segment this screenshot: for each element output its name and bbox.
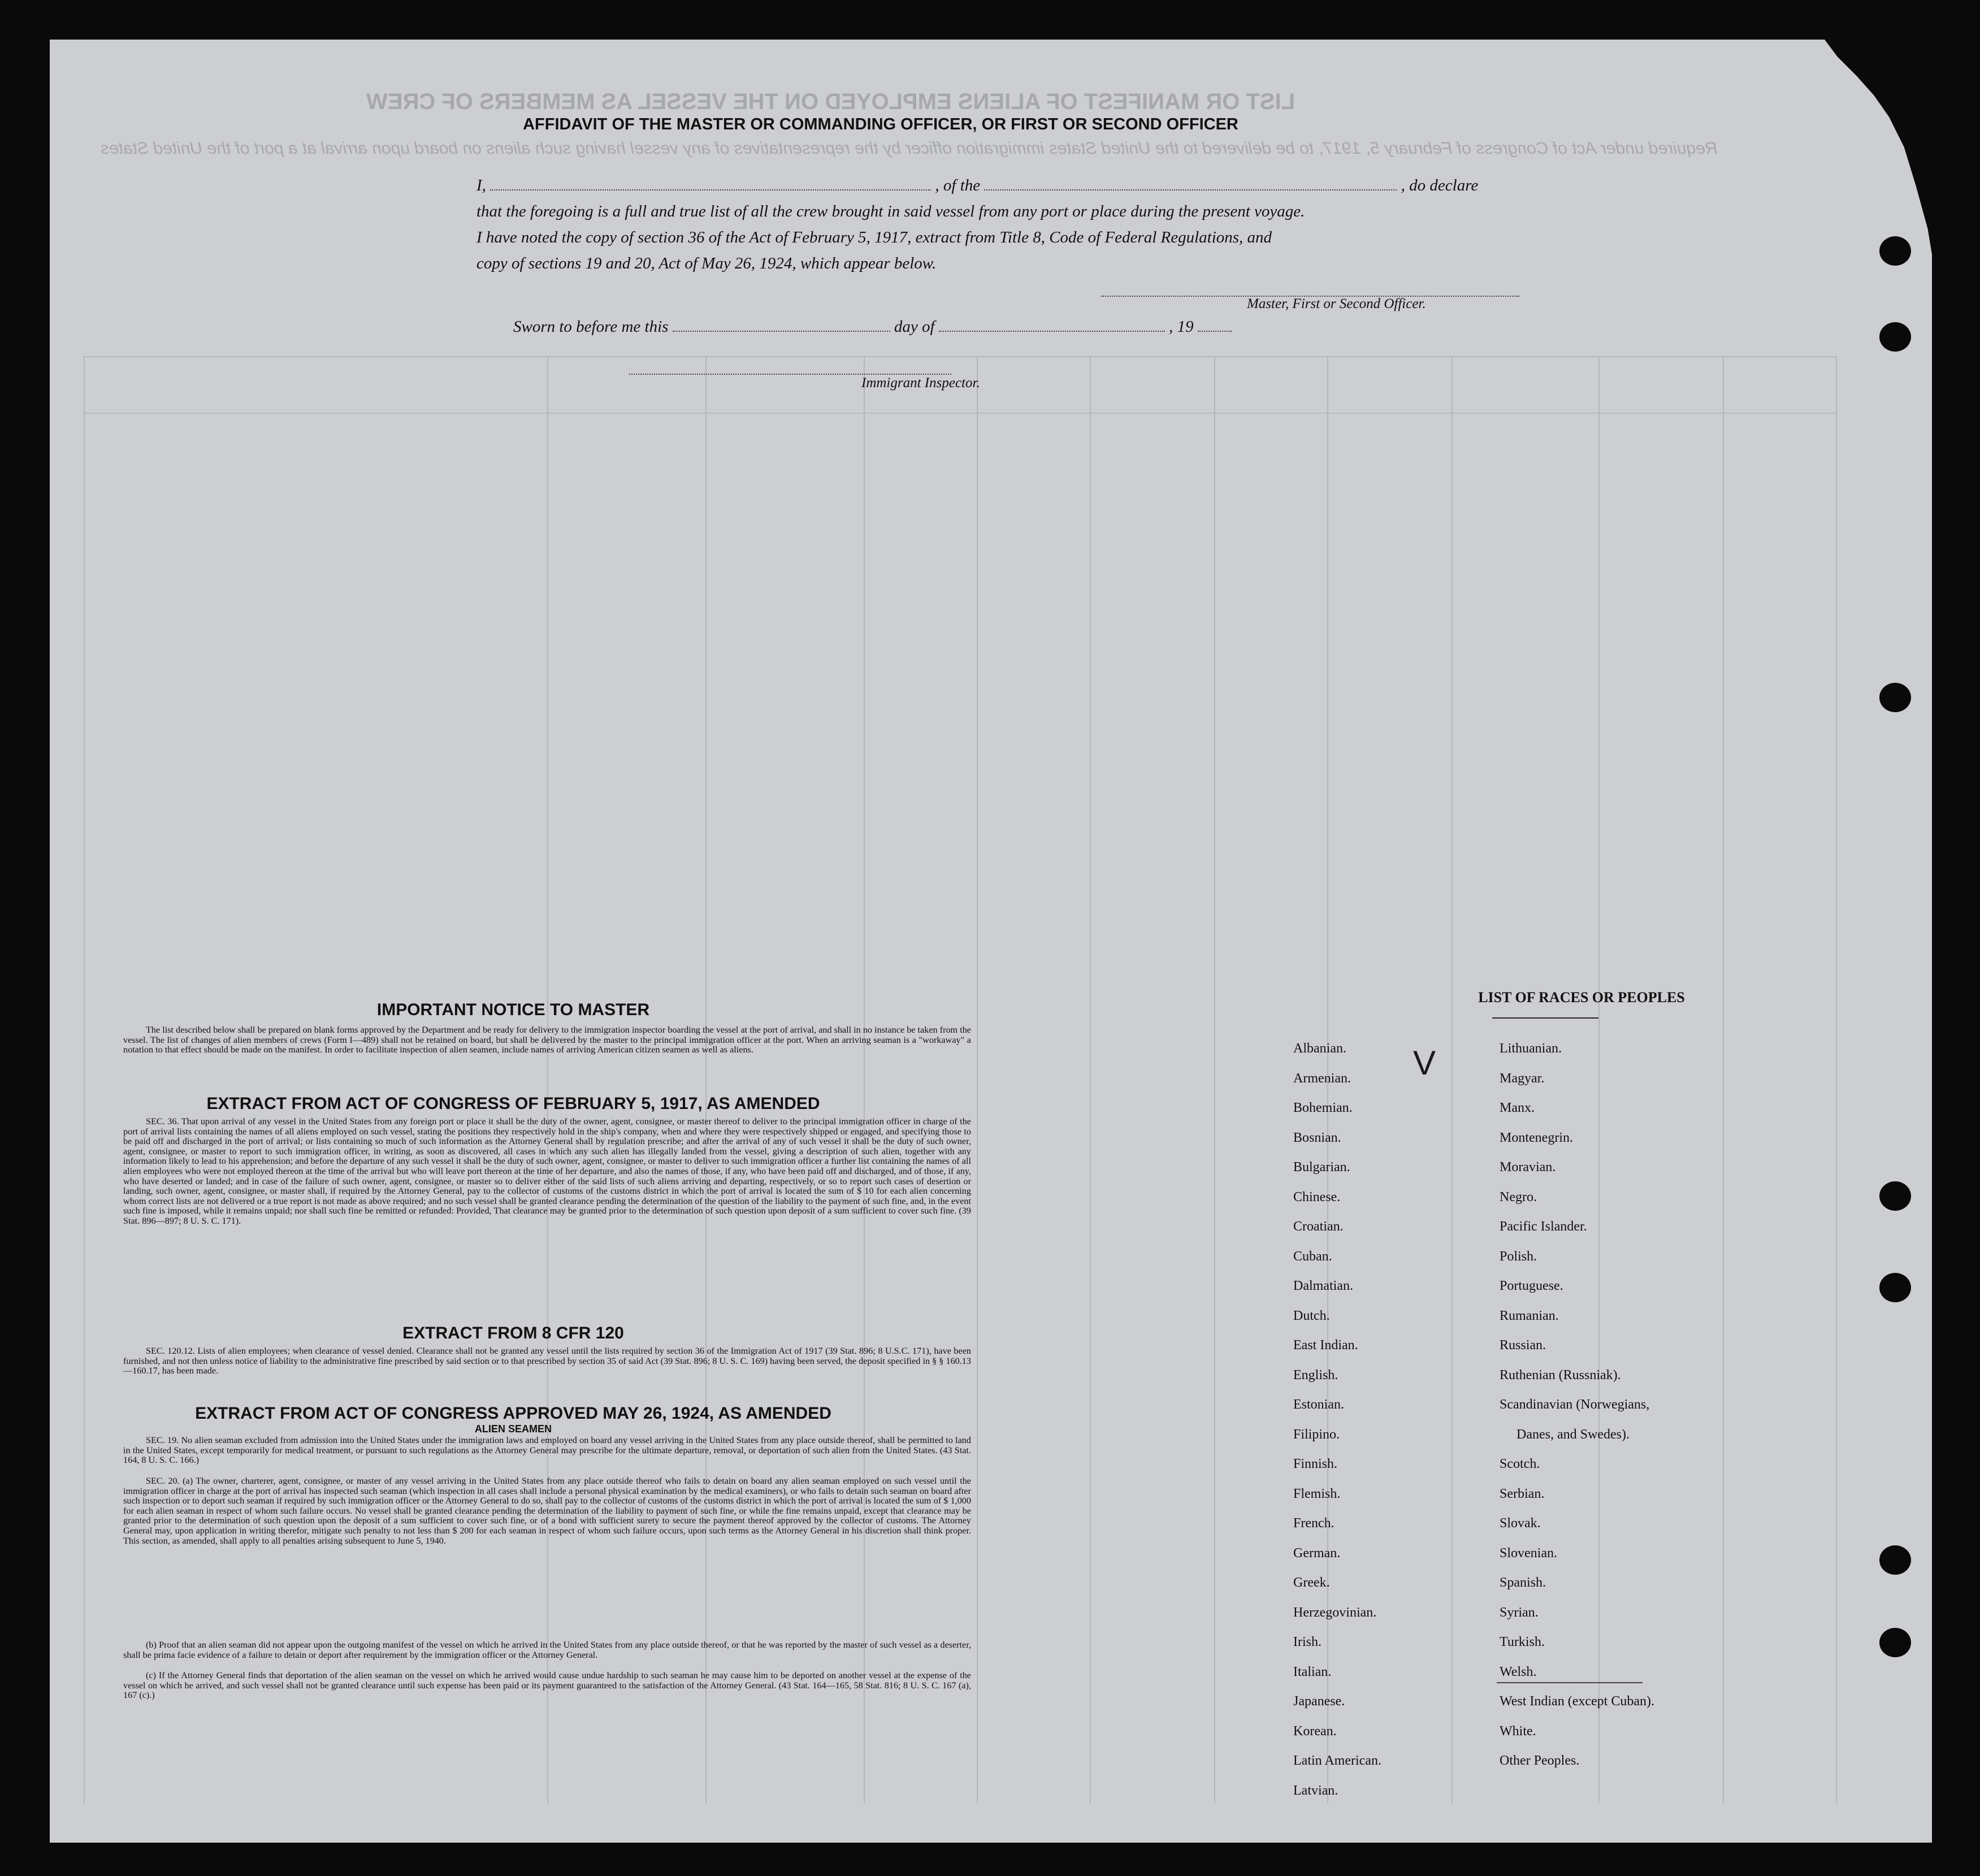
race-item: German. xyxy=(1293,1545,1341,1561)
sworn-line xyxy=(513,318,1232,336)
vessel-name-blank[interactable] xyxy=(984,189,1397,190)
race-item: Rumanian. xyxy=(1500,1308,1559,1323)
race-item: Cuban. xyxy=(1293,1249,1332,1264)
race-item: Scandinavian (Norwegians, xyxy=(1500,1397,1650,1412)
affidavit-of-the-label: , of the xyxy=(935,176,981,194)
race-item: Bulgarian. xyxy=(1293,1160,1350,1175)
handwritten-checkmark: V xyxy=(1413,1044,1436,1082)
day-of-label: day of xyxy=(894,318,935,336)
affidavit-line-2: that the foregoing is a full and true list of all the crew brought in said vessel from any port or place during the present voyage. xyxy=(476,202,1305,220)
officer-signature-label: Master, First or Second Officer. xyxy=(1247,296,1426,311)
race-item: Italian. xyxy=(1293,1664,1332,1679)
punch-hole xyxy=(1879,322,1911,352)
race-item: Lithuanian. xyxy=(1500,1041,1562,1056)
punch-hole xyxy=(1879,1545,1911,1575)
race-item: Dutch. xyxy=(1293,1308,1330,1323)
extract-cfr-title: EXTRACT FROM 8 CFR 120 xyxy=(402,1324,624,1342)
extract-1924-sec20c: (c) If the Attorney General finds that deportation of the alien seaman on the vessel on which he arrived would cause undue hardship to such seaman he may cause him to be deported on another vessel at the expense of the vessel on which he arrived, and such vessel shall not be granted clearance until such expense has been paid or its payment guaranteed to the satisfaction of the Attorney General. (43 Stat. 164—165, 58 Stat. 816; 8 U. S. C. 167 (a), 167 (c).) xyxy=(123,1670,971,1701)
extract-1924-subtitle: ALIEN SEAMEN xyxy=(474,1423,552,1435)
extract-1924-sec20b: (b) Proof that an alien seaman did not appear upon the outgoing manifest of the vessel on which he arrived in the United States from any place outside thereof, or that he was reported by the master of such vessel as a deserter, shall be prima facie evidence of a failure to detain or deport after requirement by the immigration officer or the Attorney General. xyxy=(123,1640,971,1660)
extract-1924-sec20a: SEC. 20. (a) The owner, charterer, agent, consignee, or master of any vessel arriving in the United States from any place outside thereof who fails to detain on board any alien seaman employed on such vessel until the immigration officer in charge at the port of arrival has inspected such seaman (which inspection in all cases shall include a personal physical examination by the medical examiners), or who fails to detain such seaman on board after such inspection or to deport such seaman if required by such immigration officer or the Attorney General to do so, shall pay to the collector of customs of the customs district in which the port of arrival is located the sum of $ 1,000 for each alien seaman in respect of whom such failure occurs. No vessel shall be granted clearance pending the determination of the liability to payment of such fine, or while the fine remains unpaid, except that clearance may be granted prior to the determination of such question upon the deposit of a sum sufficient to cover such fine, or of a bond with sufficient surety to secure the payment thereof approved by the collector of customs. The Attorney General may, upon application in writing therefor, mitigate such penalty to not less than $ 200 for each seaman in respect of whom such failure occurs, upon such terms as the Attorney General in his discretion shall think proper. This section, as amended, shall apply to all penalties arising subsequent to June 5, 1940. xyxy=(123,1476,971,1546)
race-item: Scotch. xyxy=(1500,1457,1540,1471)
affidavit-line-3: I have noted the copy of section 36 of the Act of February 5, 1917, extract from Title 8, Code of Federal Regulations, and xyxy=(476,228,1272,246)
affidavit-i-label: I, xyxy=(476,176,486,194)
race-item: Herzegovinian. xyxy=(1293,1605,1377,1620)
race-item: Montenegrin. xyxy=(1500,1130,1573,1145)
race-item: Chinese. xyxy=(1293,1189,1341,1205)
race-item: Latin American. xyxy=(1293,1753,1381,1768)
extract-cfr-text: SEC. 120.12. Lists of alien employees; when clearance of vessel denied. Clearance shall not be granted any vessel until the lists required by section 36 of the Immigration Act of 1917 (39 Stat. 896; 8 U.S.C. 171), have been furnished, and not then unless notice of liability to the administrative fine prescribed by said section or to that prescribed by section 35 of said Act (39 Stat. 896; 8 U. S. C. 169) having been served, the deposit specified in § § 160.13—160.17, has been made. xyxy=(123,1346,971,1376)
race-item: Turkish. xyxy=(1500,1635,1545,1649)
extract-1917-sec36: SEC. 36. That upon arrival of any vessel in the United States from any foreign port or place it shall be the duty of the owner, agent, consignee, or master thereof to deliver to the principal immigration officer in charge of the port of arrival lists containing the names of all aliens employed on such vessel, stating the positions they respectively hold in the ship's company, when and where they were respectively shipped or engaged, and specifying those to be paid off and discharged in the port of arrival; or lists containing so much of such information as the Attorney General shall by regulation prescribe; and after the arrival of any of such vessel it shall be the duty of such owner, agent, consignee, or master to report to such immigration officer, in writing, as soon as discovered, all cases in which any such alien has illegally landed from the vessel, giving a description of such alien, together with any information likely to lead to his apprehension; and before the departure of any such vessel it shall be the duty of such owner, agent, consignee, or master to deliver to such immigration officer a further list containing the names of all alien employees who were not employed thereon at the time of the arrival but who will leave port thereon at the time of her departure, and also the names of those, if any, who have been paid off and discharged, and of those, if any, who have deserted or landed; and in case of the failure of such owner, agent, consignee, or master so to deliver either of the said lists of such aliens arriving and departing, respectively, or so to report such cases of desertion or landing, such owner, agent, consignee, or master shall, if required by the Attorney General, pay to the collector of customs of the customs district in which the port of arrival is located the sum of $ 10 for each alien concerning whom correct lists are not delivered or a true report is not made as above required; and no such vessel shall be granted clearance pending the determination of the question of the liability to the payment of such fine, and, in the event such fine is imposed, while it remains unpaid; nor shall such fine be remitted or refunded: Provided, That clearance may be granted prior to the determination of such question upon deposit of a sum sufficient to cover such fine. (39 Stat. 896—897; 8 U. S. C. 171). xyxy=(123,1116,971,1226)
race-item: Korean. xyxy=(1293,1723,1337,1739)
punch-hole xyxy=(1879,236,1911,266)
race-item: Serbian. xyxy=(1500,1486,1545,1501)
bleed-through-subheading: Required under Act of Congress of February 5, 1917, to be delivered to the United States immigration officer by the representatives of any vessel having such aliens on board upon arrival at a port of the United States xyxy=(101,139,1718,158)
race-item: Slovak. xyxy=(1500,1516,1541,1531)
race-item: Pacific Islander. xyxy=(1500,1219,1587,1234)
race-item: Armenian. xyxy=(1293,1071,1351,1086)
master-name-blank[interactable] xyxy=(490,189,931,190)
extract-1924-title: EXTRACT FROM ACT OF CONGRESS APPROVED MAY 26, 1924, AS AMENDED xyxy=(195,1404,831,1423)
manifest-sheet xyxy=(50,40,1932,1843)
race-item: Syrian. xyxy=(1500,1605,1539,1620)
race-item: Slovenian. xyxy=(1500,1545,1557,1561)
race-item: Polish. xyxy=(1500,1249,1537,1264)
sworn-day-blank[interactable] xyxy=(673,330,890,332)
bleed-through-heading: LIST OR MANIFEST OF ALIENS EMPLOYED ON THE VESSEL AS MEMBERS OF CREW xyxy=(366,89,1296,114)
notice-title: IMPORTANT NOTICE TO MASTER xyxy=(376,1000,650,1019)
year-label: , 19 xyxy=(1169,318,1194,336)
punch-hole xyxy=(1879,1273,1911,1302)
race-item: Japanese. xyxy=(1293,1694,1345,1709)
race-item: Dalmatian. xyxy=(1293,1279,1353,1293)
race-item: Bohemian. xyxy=(1293,1101,1353,1115)
race-item: Welsh. xyxy=(1500,1664,1537,1679)
race-item: Other Peoples. xyxy=(1500,1753,1580,1768)
race-item: Filipino. xyxy=(1293,1427,1340,1442)
extract-1917-title: EXTRACT FROM ACT OF CONGRESS OF FEBRUARY 5, 1917, AS AMENDED xyxy=(206,1094,820,1113)
race-item: Negro. xyxy=(1500,1189,1537,1205)
race-item: Irish. xyxy=(1293,1635,1322,1649)
race-item: Estonian. xyxy=(1293,1397,1344,1412)
race-item: White. xyxy=(1500,1723,1536,1739)
race-item: Flemish. xyxy=(1293,1486,1341,1501)
race-item: Moravian. xyxy=(1500,1160,1556,1175)
race-item: Croatian. xyxy=(1293,1219,1344,1234)
race-item: Russian. xyxy=(1500,1338,1546,1353)
torn-corner xyxy=(1825,40,1932,254)
affidavit-title: AFFIDAVIT OF THE MASTER OR COMMANDING OFFICER, OR FIRST OR SECOND OFFICER xyxy=(523,115,1238,133)
races-title: LIST OF RACES OR PEOPLES xyxy=(1478,989,1685,1006)
sworn-month-blank[interactable] xyxy=(939,330,1165,332)
sworn-year-blank[interactable] xyxy=(1198,330,1232,332)
race-item: Ruthenian (Russniak). xyxy=(1500,1367,1621,1383)
race-item: English. xyxy=(1293,1367,1338,1383)
race-item: Portuguese. xyxy=(1500,1279,1563,1293)
affidavit-line-4: copy of sections 19 and 20, Act of May 26, 1924, which appear below. xyxy=(476,254,937,272)
race-item: Danes, and Swedes). xyxy=(1517,1427,1630,1442)
race-item: French. xyxy=(1293,1516,1335,1531)
notice-text: The list described below shall be prepared on blank forms approved by the Department and be ready for delivery to the immigration inspector boarding the vessel at the port of arrival, and shall in no instance be taken from the vessel. The list of changes of alien members of crews (Form I—489) shall not be retained on board, but shall be delivered by the master to the principal immigration officer at the port. When an arriving seaman is a "workaway" a notation to that effect should be made on the manifest. In order to facilitate inspection of alien seamen, include names of arriving American citizen seamen as well as aliens. xyxy=(123,1025,971,1055)
race-item: East Indian. xyxy=(1293,1338,1358,1353)
race-item: West Indian (except Cuban). xyxy=(1500,1694,1654,1709)
affidavit-declaration-line xyxy=(476,176,1478,195)
sworn-label: Sworn to before me this xyxy=(513,318,669,336)
race-item: Greek. xyxy=(1293,1575,1330,1590)
punch-hole xyxy=(1879,1181,1911,1211)
race-item: Finnish. xyxy=(1293,1457,1338,1471)
welsh-underline xyxy=(1497,1682,1643,1683)
punch-hole xyxy=(1879,683,1911,712)
race-item: Manx. xyxy=(1500,1101,1535,1115)
punch-hole xyxy=(1879,1628,1911,1657)
inspector-label: Immigrant Inspector. xyxy=(861,375,980,391)
race-item: Albanian. xyxy=(1293,1041,1346,1056)
inspector-signature-blank[interactable] xyxy=(629,373,951,375)
race-item: Latvian. xyxy=(1293,1783,1338,1798)
extract-1924-sec19: SEC. 19. No alien seaman excluded from admission into the United States under the immigration laws and employed on board any vessel arriving in the United States from any place outside thereof, shall be permitted to land in the United States, except temporarily for medical treatment, or pursuant to such regulations as the Attorney General may prescribe for the ultimate departure, removal, or deportation of such alien from the United States. (43 Stat. 164, 8 U. S. C. 166.) xyxy=(123,1435,971,1466)
race-item: Bosnian. xyxy=(1293,1130,1341,1145)
affidavit-declare-label: , do declare xyxy=(1401,176,1479,194)
races-title-rule xyxy=(1492,1017,1598,1019)
race-item: Magyar. xyxy=(1500,1071,1545,1086)
race-item: Spanish. xyxy=(1500,1575,1546,1590)
